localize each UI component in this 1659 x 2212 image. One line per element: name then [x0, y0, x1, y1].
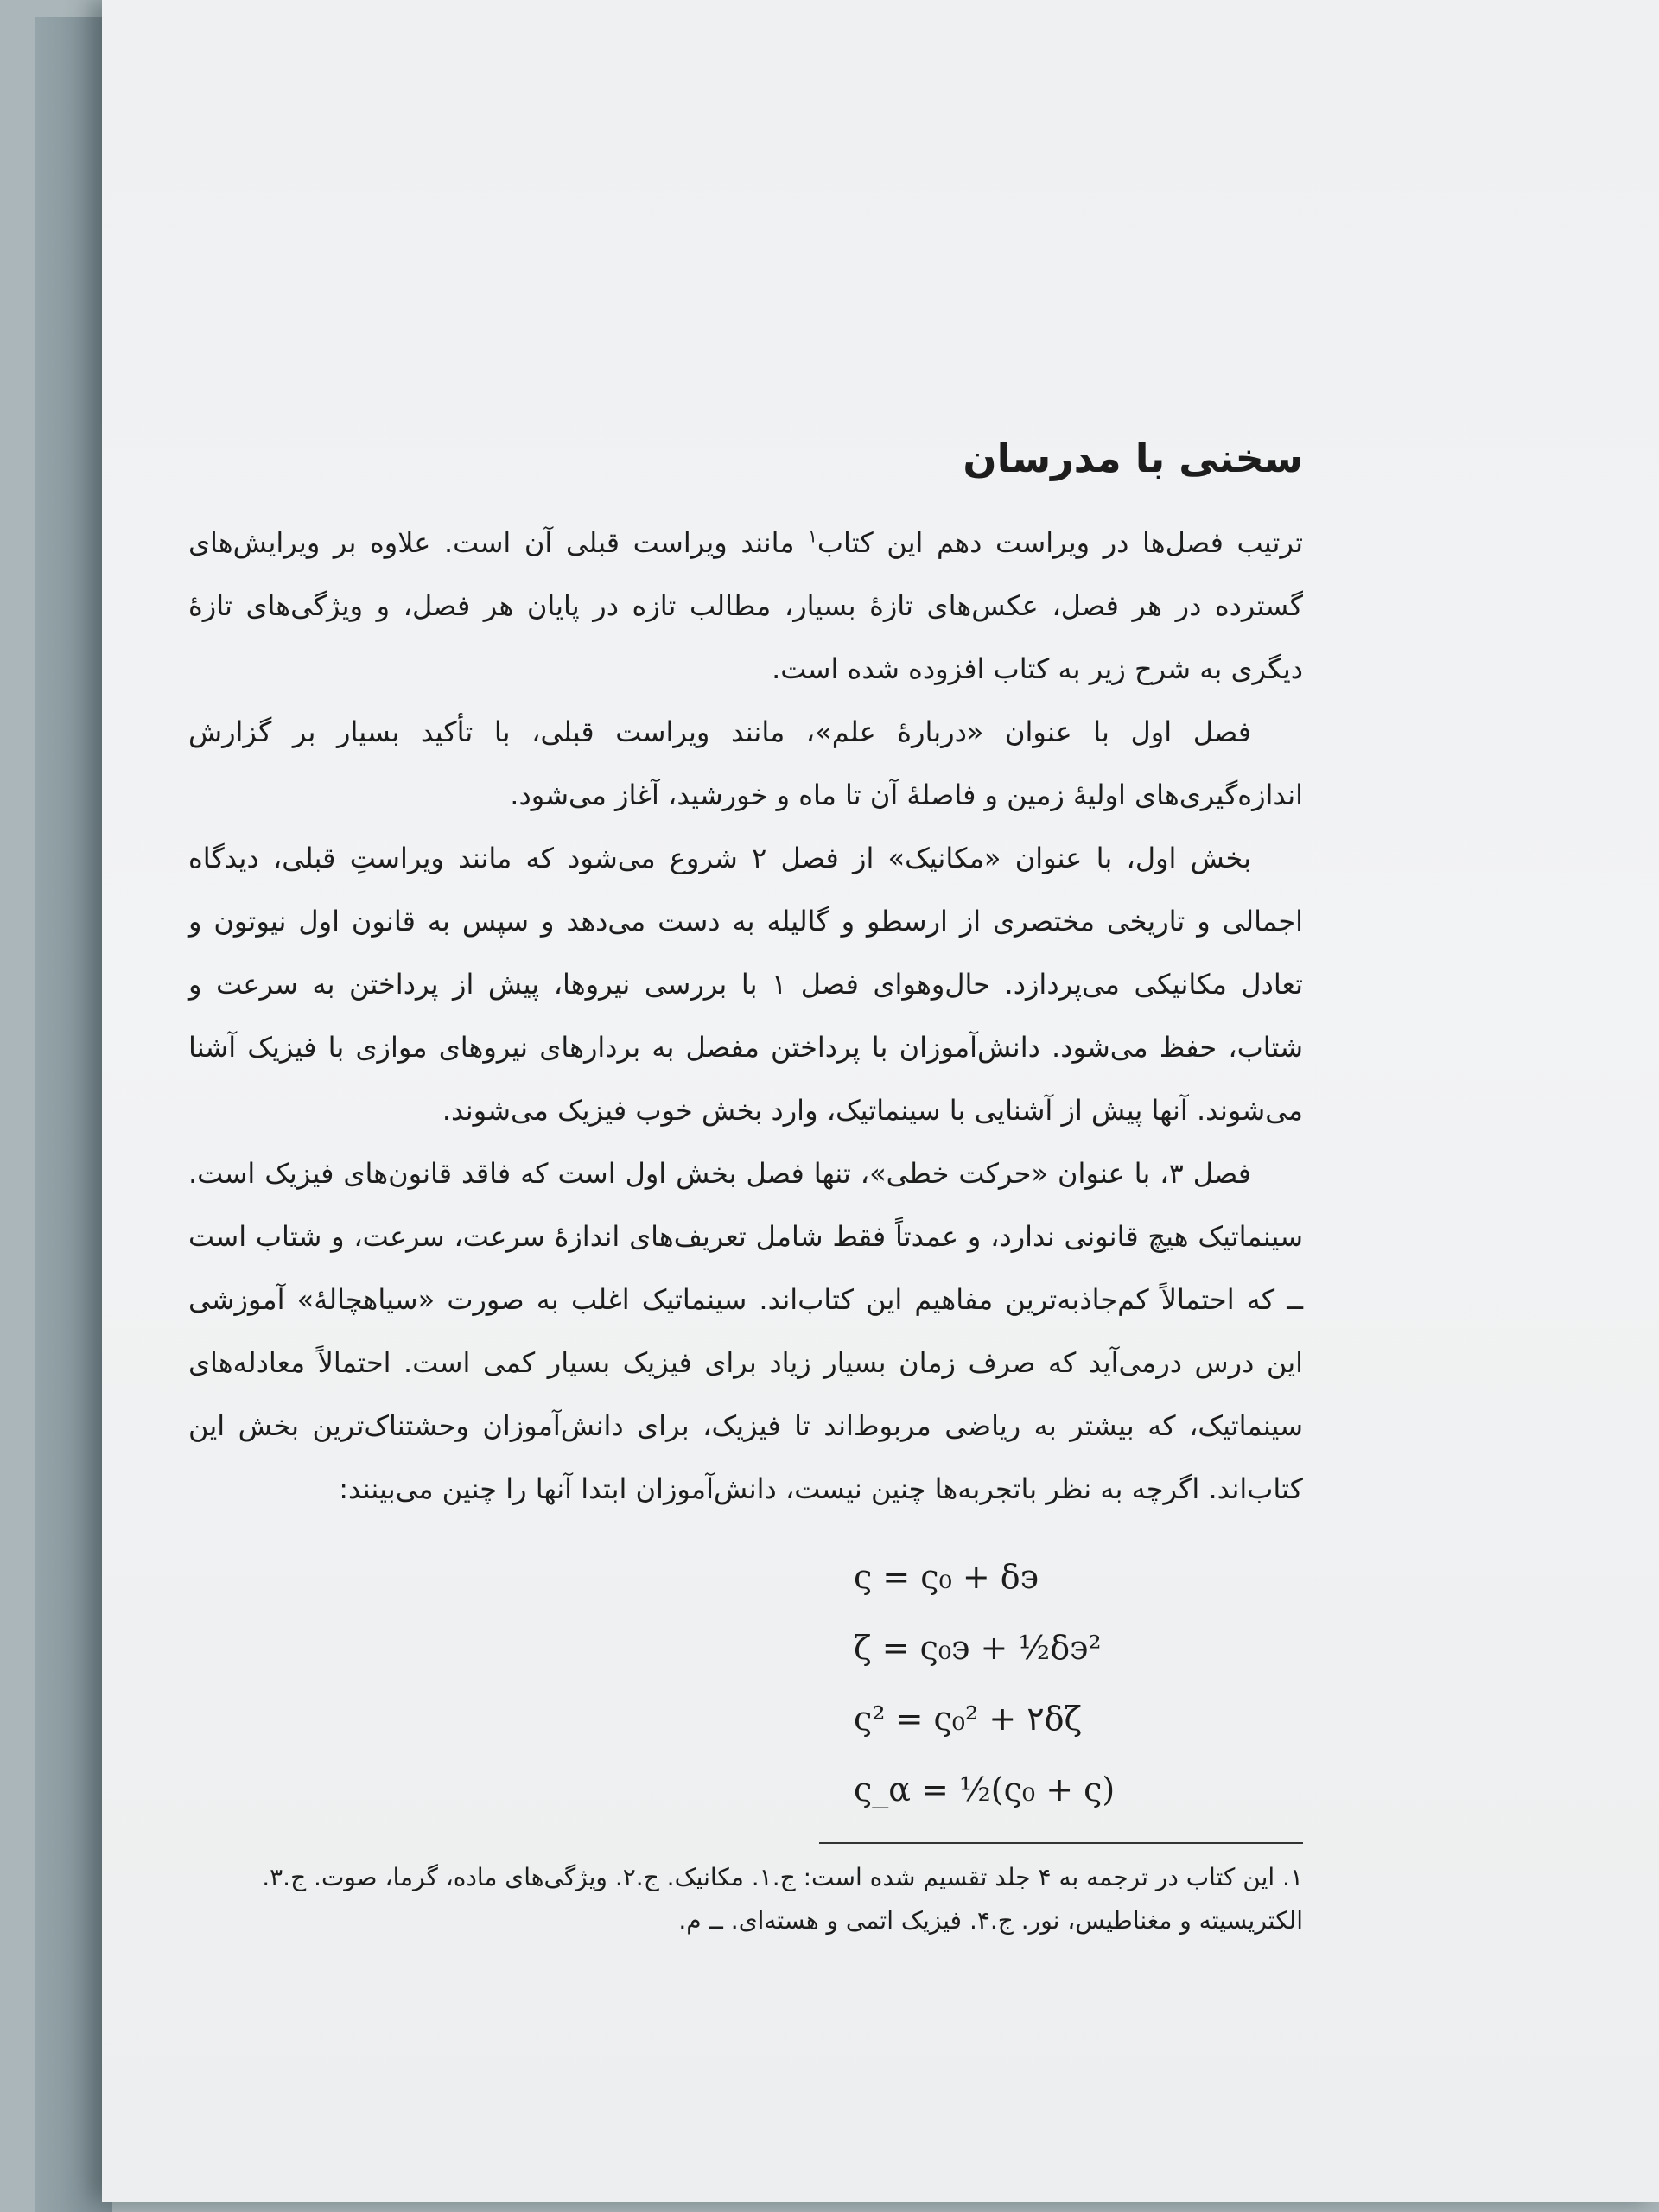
- desk-background: [35, 17, 112, 2212]
- equation-lhs: ς_α: [854, 1770, 911, 1808]
- equation-rhs: ς₀϶ + ½δ϶²: [919, 1629, 1102, 1667]
- equation: ς² = ς₀² + ۲δζ: [854, 1700, 1083, 1738]
- footnote: ۱. این کتاب در ترجمه به ۴ جلد تقسیم شده است: ج.۱. مکانیک. ج.۲. ویژگی‌های ماده، گرما، صوت. ج.۳. الکتریسیته و مغناطیس، نور. ج.۴. فیزیک اتمی و هسته‌ای. ــ م.: [262, 1863, 1303, 1935]
- equation-lhs: ς: [854, 1558, 873, 1596]
- equation-block: [854, 1541, 1303, 1825]
- paragraph-4: فصل ۳، با عنوان «حرکت خطی»، تنها فصل بخش اول است که فاقد قانون‌های فیزیک است. سینماتیک هیچ قانونی ندارد، و عمدتاً فقط شامل تعریف‌های اندازهٔ سرعت، سرعت، و شتاب است ــ که احتمالاً کم‌جاذبه‌ترین مفاهیم این کتاب‌اند. سینماتیک اغلب به صورت «سیاهچالهٔ» آموزشی این درس درمی‌آید که صرف زمان بسیار زیاد برای فیزیک بسیار کمی است. احتمالاً معادله‌های سینماتیک، که بیشتر به ریاضی مربوط‌اند تا فیزیک، برای دانش‌آموزان وحشتناک‌ترین بخش این کتاب‌اند. اگرچه به نظر باتجربه‌ها چنین نیست، دانش‌آموزان ابتدا آنها را چنین می‌بینند:: [188, 1157, 1303, 1505]
- footnote-marker: ۱: [808, 525, 817, 547]
- paragraph-3: بخش اول، با عنوان «مکانیک» از فصل ۲ شروع می‌شود که مانند ویراستِ قبلی، دیدگاه اجمالی و تاریخی مختصری از ارسطو و گالیله به دست می‌دهد و سپس به قانون اول نیوتون و تعادل مکانیکی می‌پردازد. حال‌وهوای فصل ۱ با بررسی نیروها، پیش از پرداختن به سرعت و شتاب، حفظ می‌شود. دانش‌آموزان با پرداختن مفصل به بردارهای نیروهای موازی با فیزیک آشنا می‌شوند. آنها پیش از آشنایی با سینماتیک، وارد بخش خوب فیزیک می‌شوند.: [188, 842, 1304, 1127]
- equation-rhs: ς₀ + δ϶: [920, 1558, 1039, 1596]
- paragraph-1-text-cont: مانند ویراست قبلی آن است. علاوه بر ویرایش‌های گسترده در هر فصل، عکس‌های تازهٔ بسیار، مطالب تازه در پایان هر فصل، و ویژگی‌های تازهٔ دیگری به شرح زیر به کتاب افزوده شده است.: [188, 526, 1303, 685]
- equation: ς_α = ½(ς₀ + ς): [854, 1770, 1116, 1808]
- equation-rhs: ς₀² + ۲δζ: [933, 1700, 1083, 1738]
- paragraph-1: [188, 512, 1303, 701]
- equation-rhs: ½(ς₀ + ς): [958, 1770, 1116, 1808]
- equation-lhs: ζ: [854, 1629, 872, 1667]
- page-title: سخنی با مدرسان: [963, 435, 1303, 481]
- paragraph-2: فصل اول با عنوان «دربارهٔ علم»، مانند ویراست قبلی، با تأکید بسیار بر گزارش اندازه‌گیری‌های اولیهٔ زمین و فاصلهٔ آن تا ماه و خورشید، آغاز می‌شود.: [188, 715, 1303, 811]
- bleed-through-text: [232, 112, 404, 147]
- paragraph-1-text: ترتیب فصل‌ها در ویراست دهم این کتاب: [817, 526, 1304, 559]
- page-content: [188, 422, 1303, 1942]
- equation: ζ = ς₀϶ + ½δ϶²: [854, 1629, 1102, 1667]
- equation-lhs: ς²: [854, 1700, 886, 1738]
- equation: ς = ς₀ + δ϶: [854, 1558, 1039, 1596]
- footnote-divider: [819, 1842, 1303, 1844]
